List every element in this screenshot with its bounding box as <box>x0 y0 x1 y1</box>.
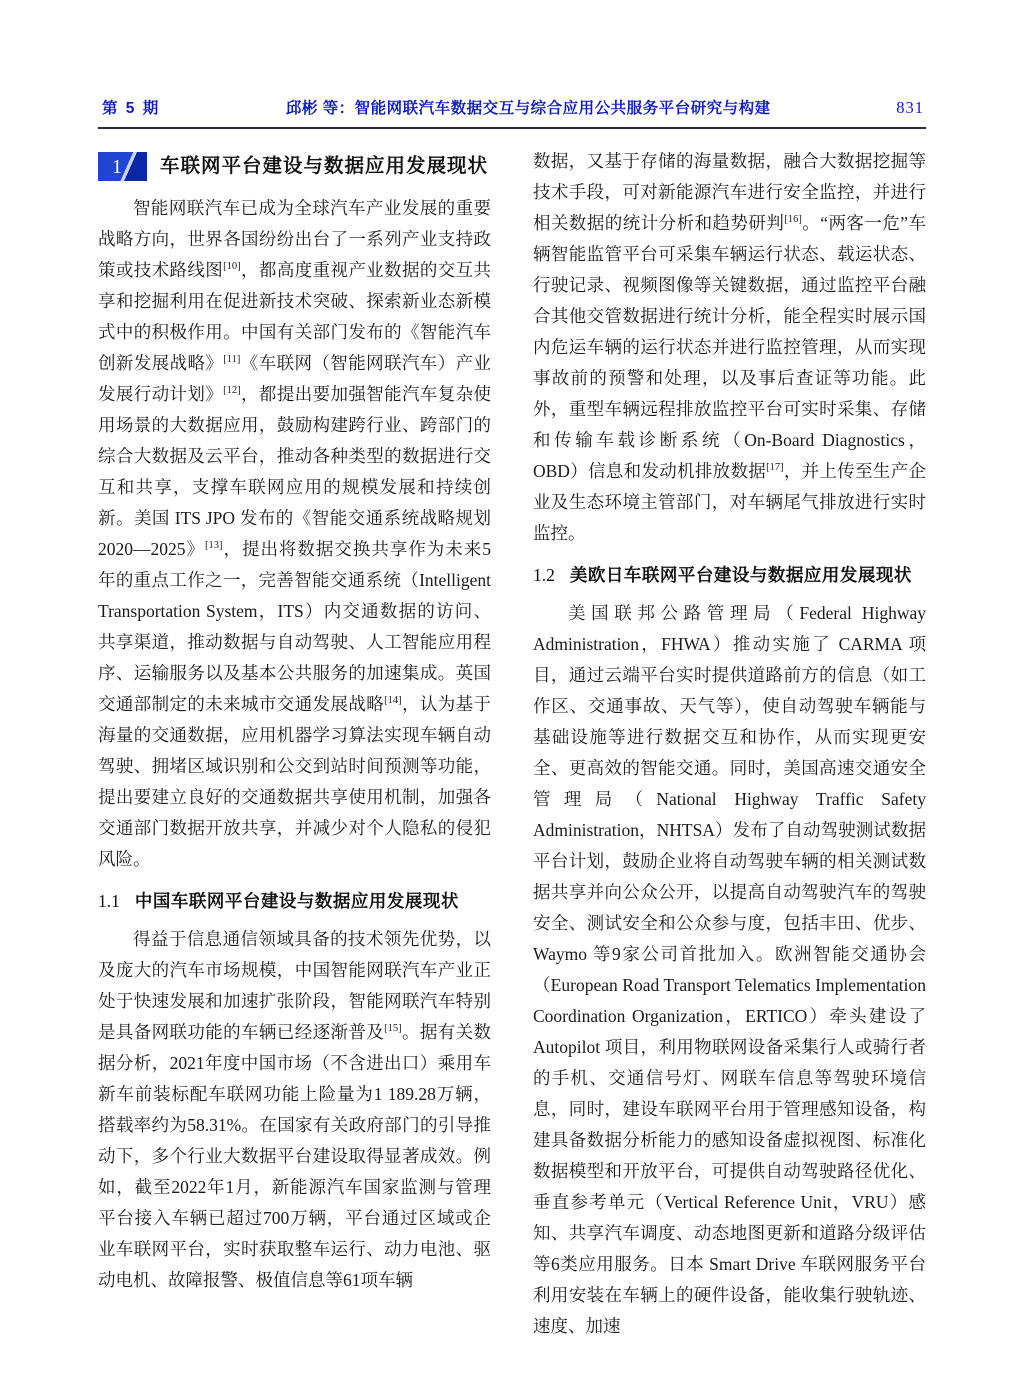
page-number: 831 <box>896 98 924 117</box>
running-header <box>98 96 926 129</box>
reference-marker: [17] <box>766 462 784 474</box>
reference-marker: [16] <box>784 214 802 226</box>
section-1-number-badge: 1 <box>98 152 147 181</box>
reference-marker: [12] <box>223 385 241 397</box>
paragraph-china-continued: 数据，又基于存储的海量数据，融合大数据挖掘等技术手段，可对新能源汽车进行安全监控，并进行相关数据的统计分析和趋势研判[16]。“两客一危”车辆智能监管平台可采集车辆运行状态、载运状态、行驶记录、视频图像等关键数据，通过监控平台融合其他交管数据进行统计分析，能全程实时展示国内危运车辆的运行状态并进行监控管理，从而实现事故前的预警和处理，以及事后查证等功能。此外，重型车辆远程排放监控平台可实时采集、存储和传输车载诊断系统（On-Board Diagnostics，OBD）信息和发动机排放数据[17]，并上传至生产企业及生态环境主管部门，对车辆尾气排放进行实时监控。 <box>533 151 926 543</box>
reference-marker: [11] <box>223 354 241 366</box>
section-1-1-heading <box>98 886 491 917</box>
section-1-heading <box>98 151 491 182</box>
page-content <box>98 96 926 1342</box>
section-1-2-number: 1.2 <box>533 565 555 585</box>
paragraph-international: 美国联邦公路管理局（Federal Highway Administration，FHWA）推动实施了 CARMA 项目，通过云端平台实时提供道路前方的信息（如工作区、交通事故、天气等），使自动驾驶车辆能与基础设施等进行数据交互和协作，从而实现更安全、更高效的智能交通。同时，美国高速交通安全管理局（National Highway Traffic Safety Administration，NHTSA）发布了自动驾驶测试数据平台计划，鼓励企业将自动驾驶车辆的相关测试数据共享并向公众公开，以提高自动驾驶汽车的驾驶安全、测试安全和公众参与度，包括丰田、优步、Waymo 等9家公司首批加入。欧洲智能交通协会（European Road Transport Telematics Implementation Coordination Organization，ERTICO）牵头建设了 Autopilot 项目，利用物联网设备采集行人或骑行者的手机、交通信号灯、网联车信息等驾驶环境信息，同时，建设车联网平台用于管理感知设备，构建具备数据分析能力的感知设备虚拟视图、标准化数据模型和开放平台，可提供自动驾驶路径优化、垂直参考单元（Vertical Reference Unit，VRU）感知、共享汽车调度、动态地图更新和道路分级评估等6类应用服务。日本 Smart Drive 车联网服务平台利用安装在车辆上的硬件设备，能收集行驶轨迹、速度、加速 <box>533 603 926 1336</box>
section-1-2-heading <box>533 560 926 591</box>
paragraph-china: 得益于信息通信领域具备的技术领先优势，以及庞大的汽车市场规模，中国智能网联汽车产业正处于快速发展和加速扩张阶段，智能网联汽车特别是具备网联功能的车辆已经逐渐普及[15]。据有关数据分析，2021年度中国市场（不含进出口）乘用车新车前装标配车联网功能上险量为1 189.28万辆，搭载率约为58.31%。在国家有关政府部门的引导推动下，多个行业大数据平台建设取得显著成效。例如，截至2022年1月，新能源汽车国家监测与管理平台接入车辆已超过700万辆，平台通过区域或企业车联网平台，实时获取整车运行、动力电池、驱动电机、故障报警、极值信息等61项车辆 <box>98 929 492 1290</box>
column-left <box>98 146 491 1342</box>
running-title: 邱彬 等：智能网联汽车数据交互与综合应用公共服务平台研究与构建 <box>285 100 771 117</box>
reference-marker: [14] <box>384 695 402 707</box>
issue-label: 第 5 期 <box>102 100 161 117</box>
reference-marker: [13] <box>204 540 223 552</box>
two-column-body <box>98 146 926 1342</box>
section-1-1-title: 中国车联网平台建设与数据应用发展现状 <box>134 891 459 911</box>
section-1-title: 车联网平台建设与数据应用发展现状 <box>160 155 489 177</box>
section-1-1-number: 1.1 <box>98 891 120 911</box>
paragraph-intro: 智能网联汽车已成为全球汽车产业发展的重要战略方向，世界各国纷纷出台了一系列产业支持政策或技术路线图[10]，都高度重视产业数据的交互共享和挖掘利用在促进新技术突破、探索新业态新模式中的积极作用。中国有关部门发布的《智能汽车创新发展战略》[11]《车联网（智能网联汽车）产业发展行动计划》[12]，都提出要加强智能汽车复杂使用场景的大数据应用，鼓励构建跨行业、跨部门的综合大数据及云平台，推动各种类型的数据进行交互和共享，支撑车联网应用的规模发展和持续创新。美国 ITS JPO 发布的《智能交通系统战略规划2020—2025》[13]，提出将数据交换共享作为未来5年的重点工作之一，完善智能交通系统（Intelligent Transportation System，ITS）内交通数据的访问、共享渠道，推动数据与自动驾驶、人工智能应用程序、运输服务以及基本公共服务的加速集成。英国交通部制定的未来城市交通发展战略[14]，认为基于海量的交通数据，应用机器学习算法实现车辆自动驾驶、拥堵区域识别和公交到站时间预测等功能，提出要建立良好的交通数据共享使用机制，加强各交通部门数据开放共享，并减少对个人隐私的侵犯风险。 <box>98 198 492 869</box>
reference-marker: [10] <box>223 261 241 273</box>
section-1-2-title: 美欧日车联网平台建设与数据应用发展现状 <box>569 565 912 585</box>
column-right <box>533 146 926 1342</box>
reference-marker: [15] <box>384 1023 402 1035</box>
